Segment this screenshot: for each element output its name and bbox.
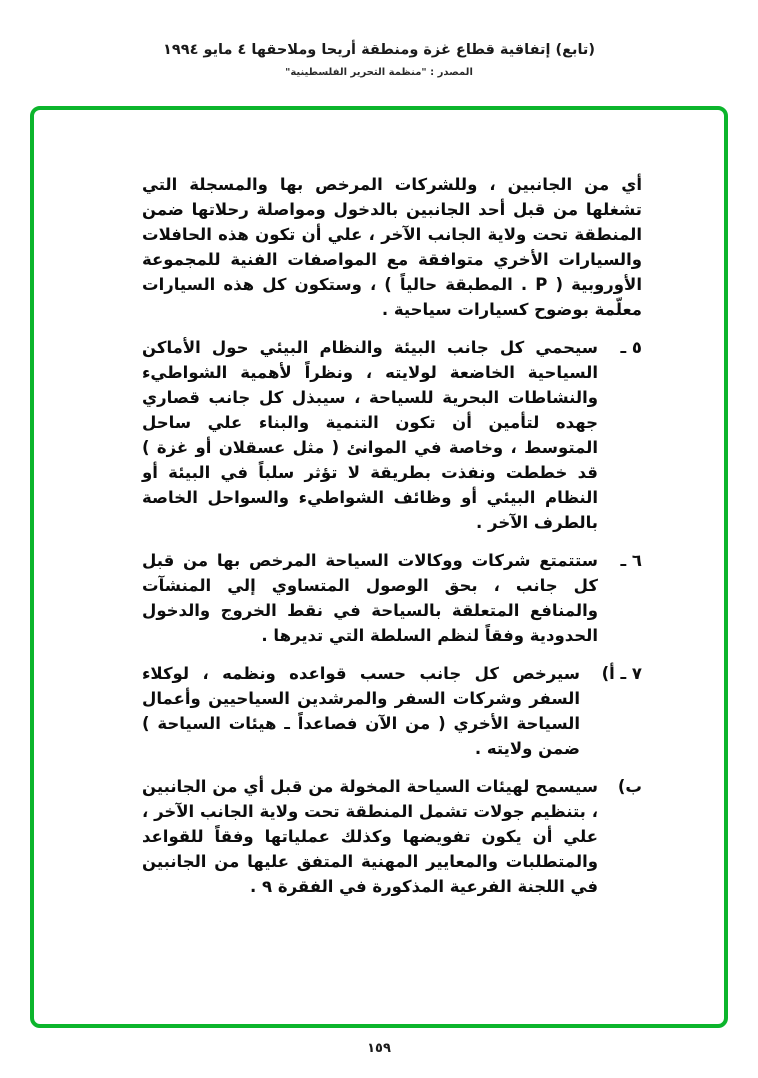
item-marker-6: ٦ ـ [620,551,642,570]
item-text-5: سيحمي كل جانب البيئة والنظام البيئي حول الأماكن السياحية الخاضعة لولايته ، ونظراً لأهمية الشواطيء والنشاطات البحرية للسياحة ، سيبذل كل جانب قصاري جهده لتأمين أن تكون التنمية والبناء علي ساحل المتوسط ، وخاصة في الموانئ ( مثل عسقلان أو غزة ) قد خططت ونفذت بطريقة لا تؤثر سلباً في البيئة أو النظام البيئي أو وظائف الشواطيء والسواحل الخاصة بالطرف الآخر . [142,338,598,532]
source-line: المصدر : "منظمة التحرير الفلسطينية" [285,67,473,78]
list-item [142,335,642,535]
document-body [142,172,642,899]
page-header [0,42,758,78]
list-item [142,548,642,648]
item-marker-5: ٥ ـ [620,338,642,357]
document-title: (تابع) إتفاقية قطاع غزة ومنطقة أريحا وملاحقها ٤ مايو ١٩٩٤ [163,42,595,58]
green-border-box [30,106,728,1028]
list-item [142,661,642,761]
item-text-6: ستتمتع شركات ووكالات السياحة المرخص بها من قبل كل جانب ، بحق الوصول المتساوي إلي المنشآت والمنافع المتعلقة بالسياحة في نقط الخروج والدخول الحدودية وفقاً لنظم السلطة التي تديرها . [142,551,598,645]
list-item [142,774,642,899]
page-number: ١٥٩ [367,1041,391,1056]
item-marker-7a: ٧ ـ أ) [601,664,642,683]
intro-paragraph: أي من الجانبين ، وللشركات المرخص بها والمسجلة التي تشغلها من قبل أحد الجانبين بالدخول ومواصلة رحلاتها ضمن المنطقة تحت ولاية الجانب الآخر ، علي أن تكون هذه الحافلات والسيارات الأخري متوافقة مع المواصفات الفنية للمجموعة الأوروبية ( P . المطبقة حالياً ) ، وستكون كل هذه السيارات معلّمة بوضوح كسيارات سياحية . [142,175,643,319]
item-text-7a: سيرخص كل جانب حسب قواعده ونظمه ، لوكلاء السفر وشركات السفر والمرشدين السياحيين وأعمال السياحة الأخري ( من الآن فصاعداً ـ هيئات السياحة ) ضمن ولايته . [142,664,580,758]
item-text-7b: سيسمح لهيئات السياحة المخولة من قبل أي من الجانبين ، بتنظيم جولات تشمل المنطقة تحت ولاية الجانب الآخر ، علي أن يكون تفويضها وكذلك عملياتها وفقاً للقواعد والمتطلبات والمعايير المهنية المتفق عليها من الجانبين في اللجنة الفرعية المذكورة في الفقرة ٩ . [142,777,598,896]
item-marker-7b: ب) [617,777,642,796]
